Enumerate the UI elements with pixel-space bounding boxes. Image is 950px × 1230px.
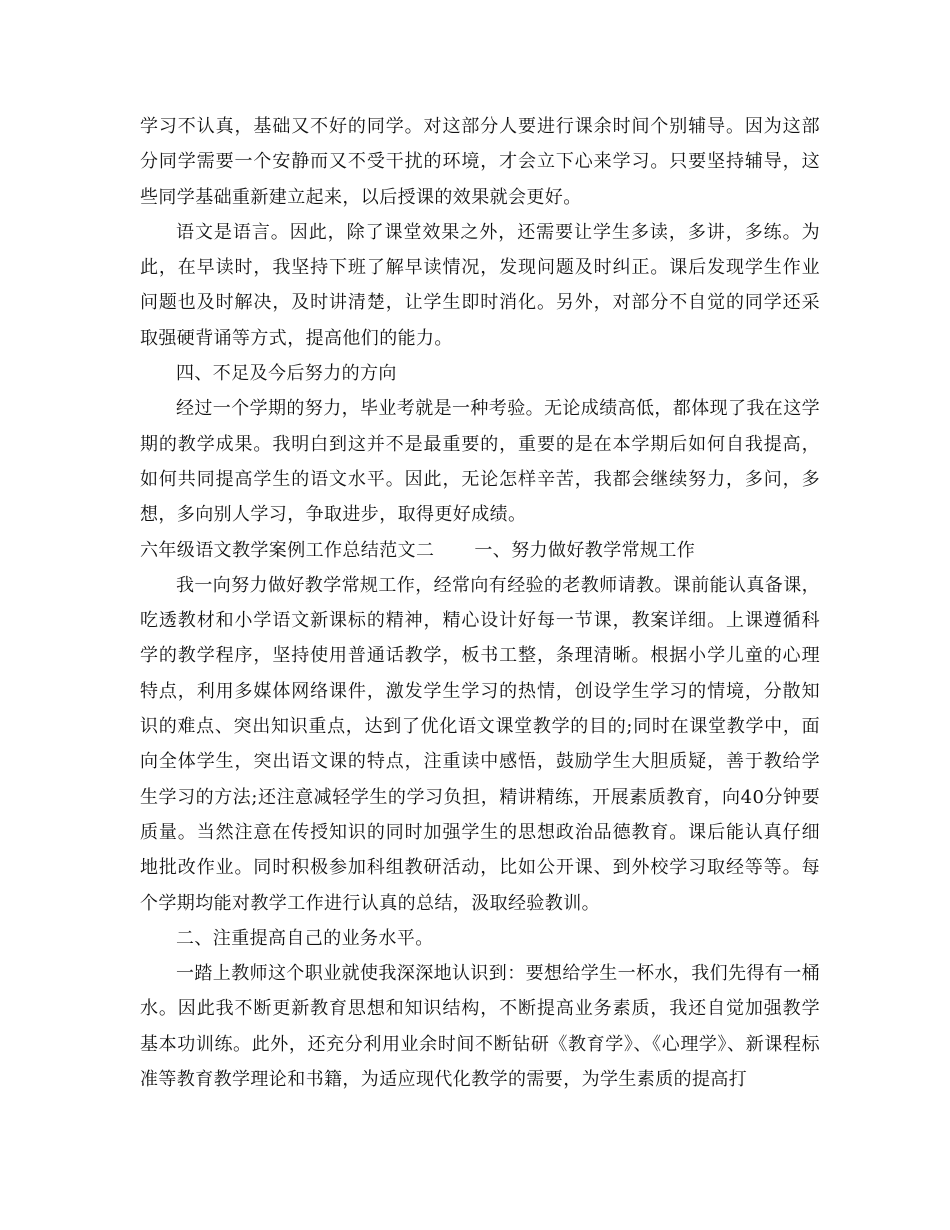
section-heading: 二、注重提高自己的业务水平。 — [176, 927, 434, 949]
paragraph: 我一向努力做好教学常规工作，经常向有经验的老教师请教。课前能认真备课，吃透教材和小学语文新课标的精神，精心设计好每一节课，教案详细。上课遵循科学的教学程序，坚持使用普通话教学，板书工整，条理清晰。根据小学儿童的心理特点，利用多媒体网络课件，激发学生学习的热情，创设学生学习的情境，分散知识的难点、突出知识重点，达到了优化语文课堂教学的目的;同时在课堂教学中，面向全体学生，突出语文课的特点，注重读中感悟，鼓励学生大胆质疑，善于教给学生学习的方法;还注意减轻学生的学习负担，精讲精练，开展素质教育，向40分钟要质量。当然注意在传授知识的同时加强学生的思想政治品德教育。课后能认真仔细地批改作业。同时积极参加科组教研活动，比如公开课、到外校学习取经等等。每个学期均能对教学工作进行认真的总结，汲取经验教训。 — [140, 574, 820, 914]
paragraph: 语文是语言。因此，除了课堂效果之外，还需要让学生多读，多讲，多练。为此，在早读时，我坚持下班了解早读情况，发现问题及时纠正。课后发现学生作业问题也及时解决，及时讲清楚，让学生即时消化。另外，对部分不自觉的同学还采取强硬背诵等方式，提高他们的能力。 — [140, 221, 820, 349]
document-title: 六年级语文教学案例工作总结范文二 — [140, 539, 435, 561]
paragraph: 一踏上教师这个职业就使我深深地认识到：要想给学生一杯水，我们先得有一桶水。因此我不断更新教育思想和知识结构，不断提高业务素质，我还自觉加强教学基本功训练。此外，还充分利用业余时间不断钻研《教育学》、《心理学》、新课程标准等教育教学理论和书籍，为适应现代化教学的需要，为学生素质的提高打 — [140, 963, 820, 1091]
section-heading: 四、不足及今后努力的方向 — [176, 363, 397, 385]
heading-line — [140, 533, 820, 568]
paragraph: 经过一个学期的努力，毕业考就是一种考验。无论成绩高低，都体现了我在这学期的教学成果。我明白到这并不是最重要的，重要的是在本学期后如何自我提高，如何共同提高学生的语文水平。因此，无论怎样辛苦，我都会继续努力，多问，多想，多向别人学习，争取进步，取得更好成绩。 — [140, 398, 820, 526]
section-heading: 一、努力做好教学常规工作 — [474, 539, 696, 561]
document-body — [140, 109, 820, 1097]
paragraph: 学习不认真，基础又不好的同学。对这部分人要进行课余时间个别辅导。因为这部分同学需要一个安静而又不受干扰的环境，才会立下心来学习。只要坚持辅导，这些同学基础重新建立起来，以后授课的效果就会更好。 — [140, 116, 820, 208]
